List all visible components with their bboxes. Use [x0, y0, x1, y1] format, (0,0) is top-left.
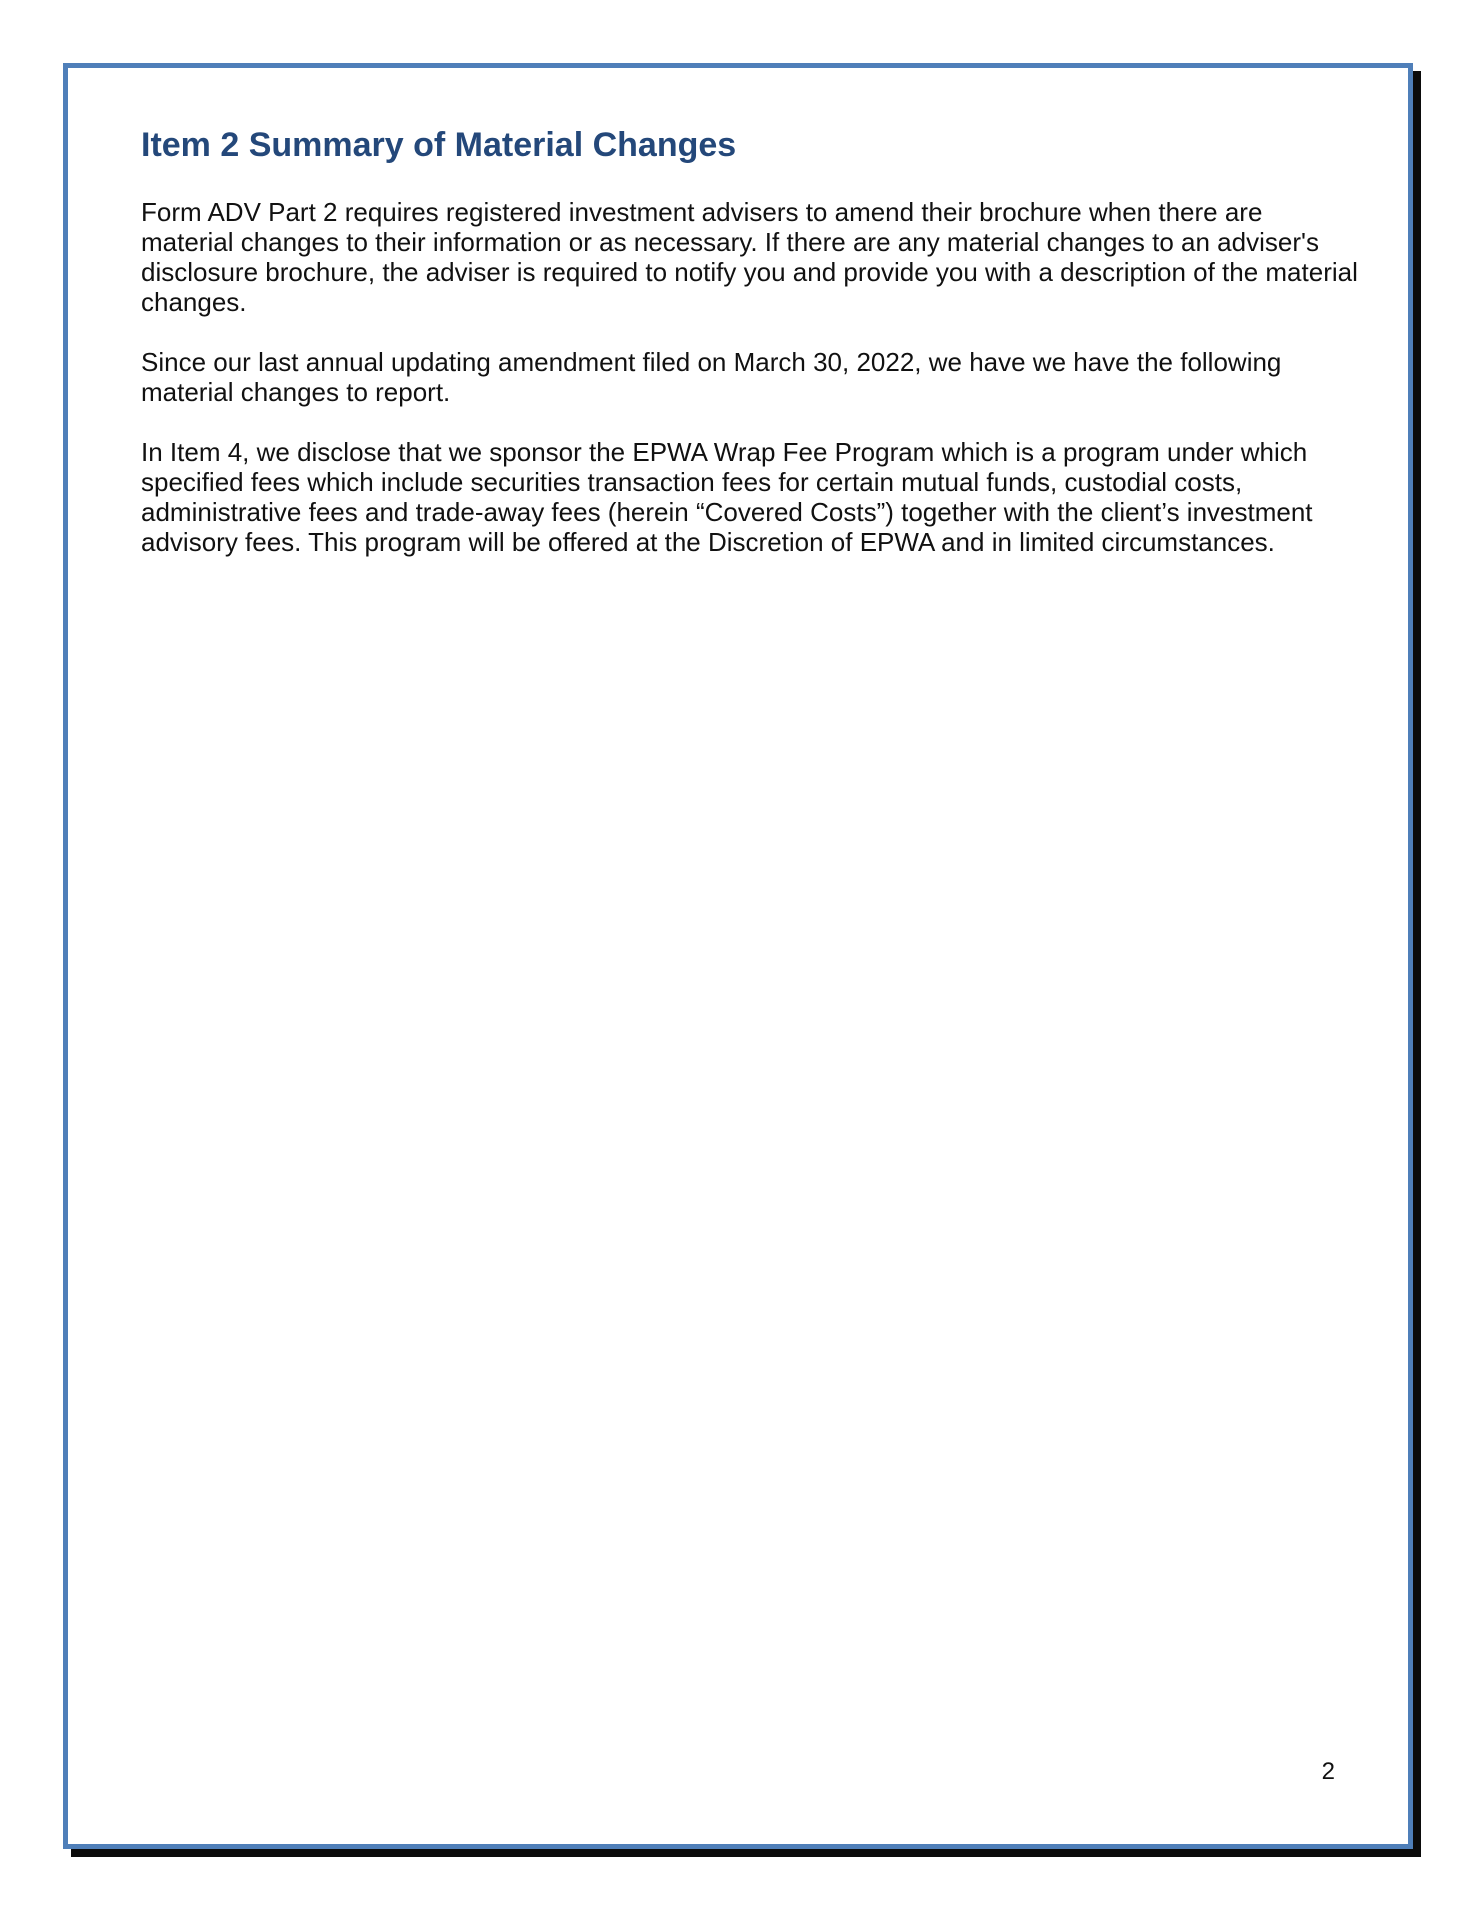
paragraph-wrap-fee-program: In Item 4, we disclose that we sponsor the EPWA Wrap Fee Program which is a program under which specified fees which include securities transaction fees for certain mutual funds, custodial costs, administrative fees and trade-away fees (herein “Covered Costs”) together with the client’s investment advisory fees. This program will be offered at the Discretion of EPWA and in limited circumstances. — [141, 436, 1313, 557]
paragraph-last-amendment: Since our last annual updating amendment filed on March 30, 2022, we have we have the following material changes to report. — [141, 346, 1282, 407]
section-heading: Item 2 Summary of Material Changes — [141, 126, 737, 164]
paragraph-material-changes-requirement: Form ADV Part 2 requires registered investment advisers to amend their brochure when there are material changes to their information or as necessary. If there are any material changes to an adviser's disclosure brochure, the adviser is required to notify you and provide you with a description of the material changes. — [141, 196, 1358, 317]
page-number: 2 — [1321, 1758, 1335, 1785]
document-page — [63, 63, 1413, 1849]
document-content — [141, 124, 1361, 587]
